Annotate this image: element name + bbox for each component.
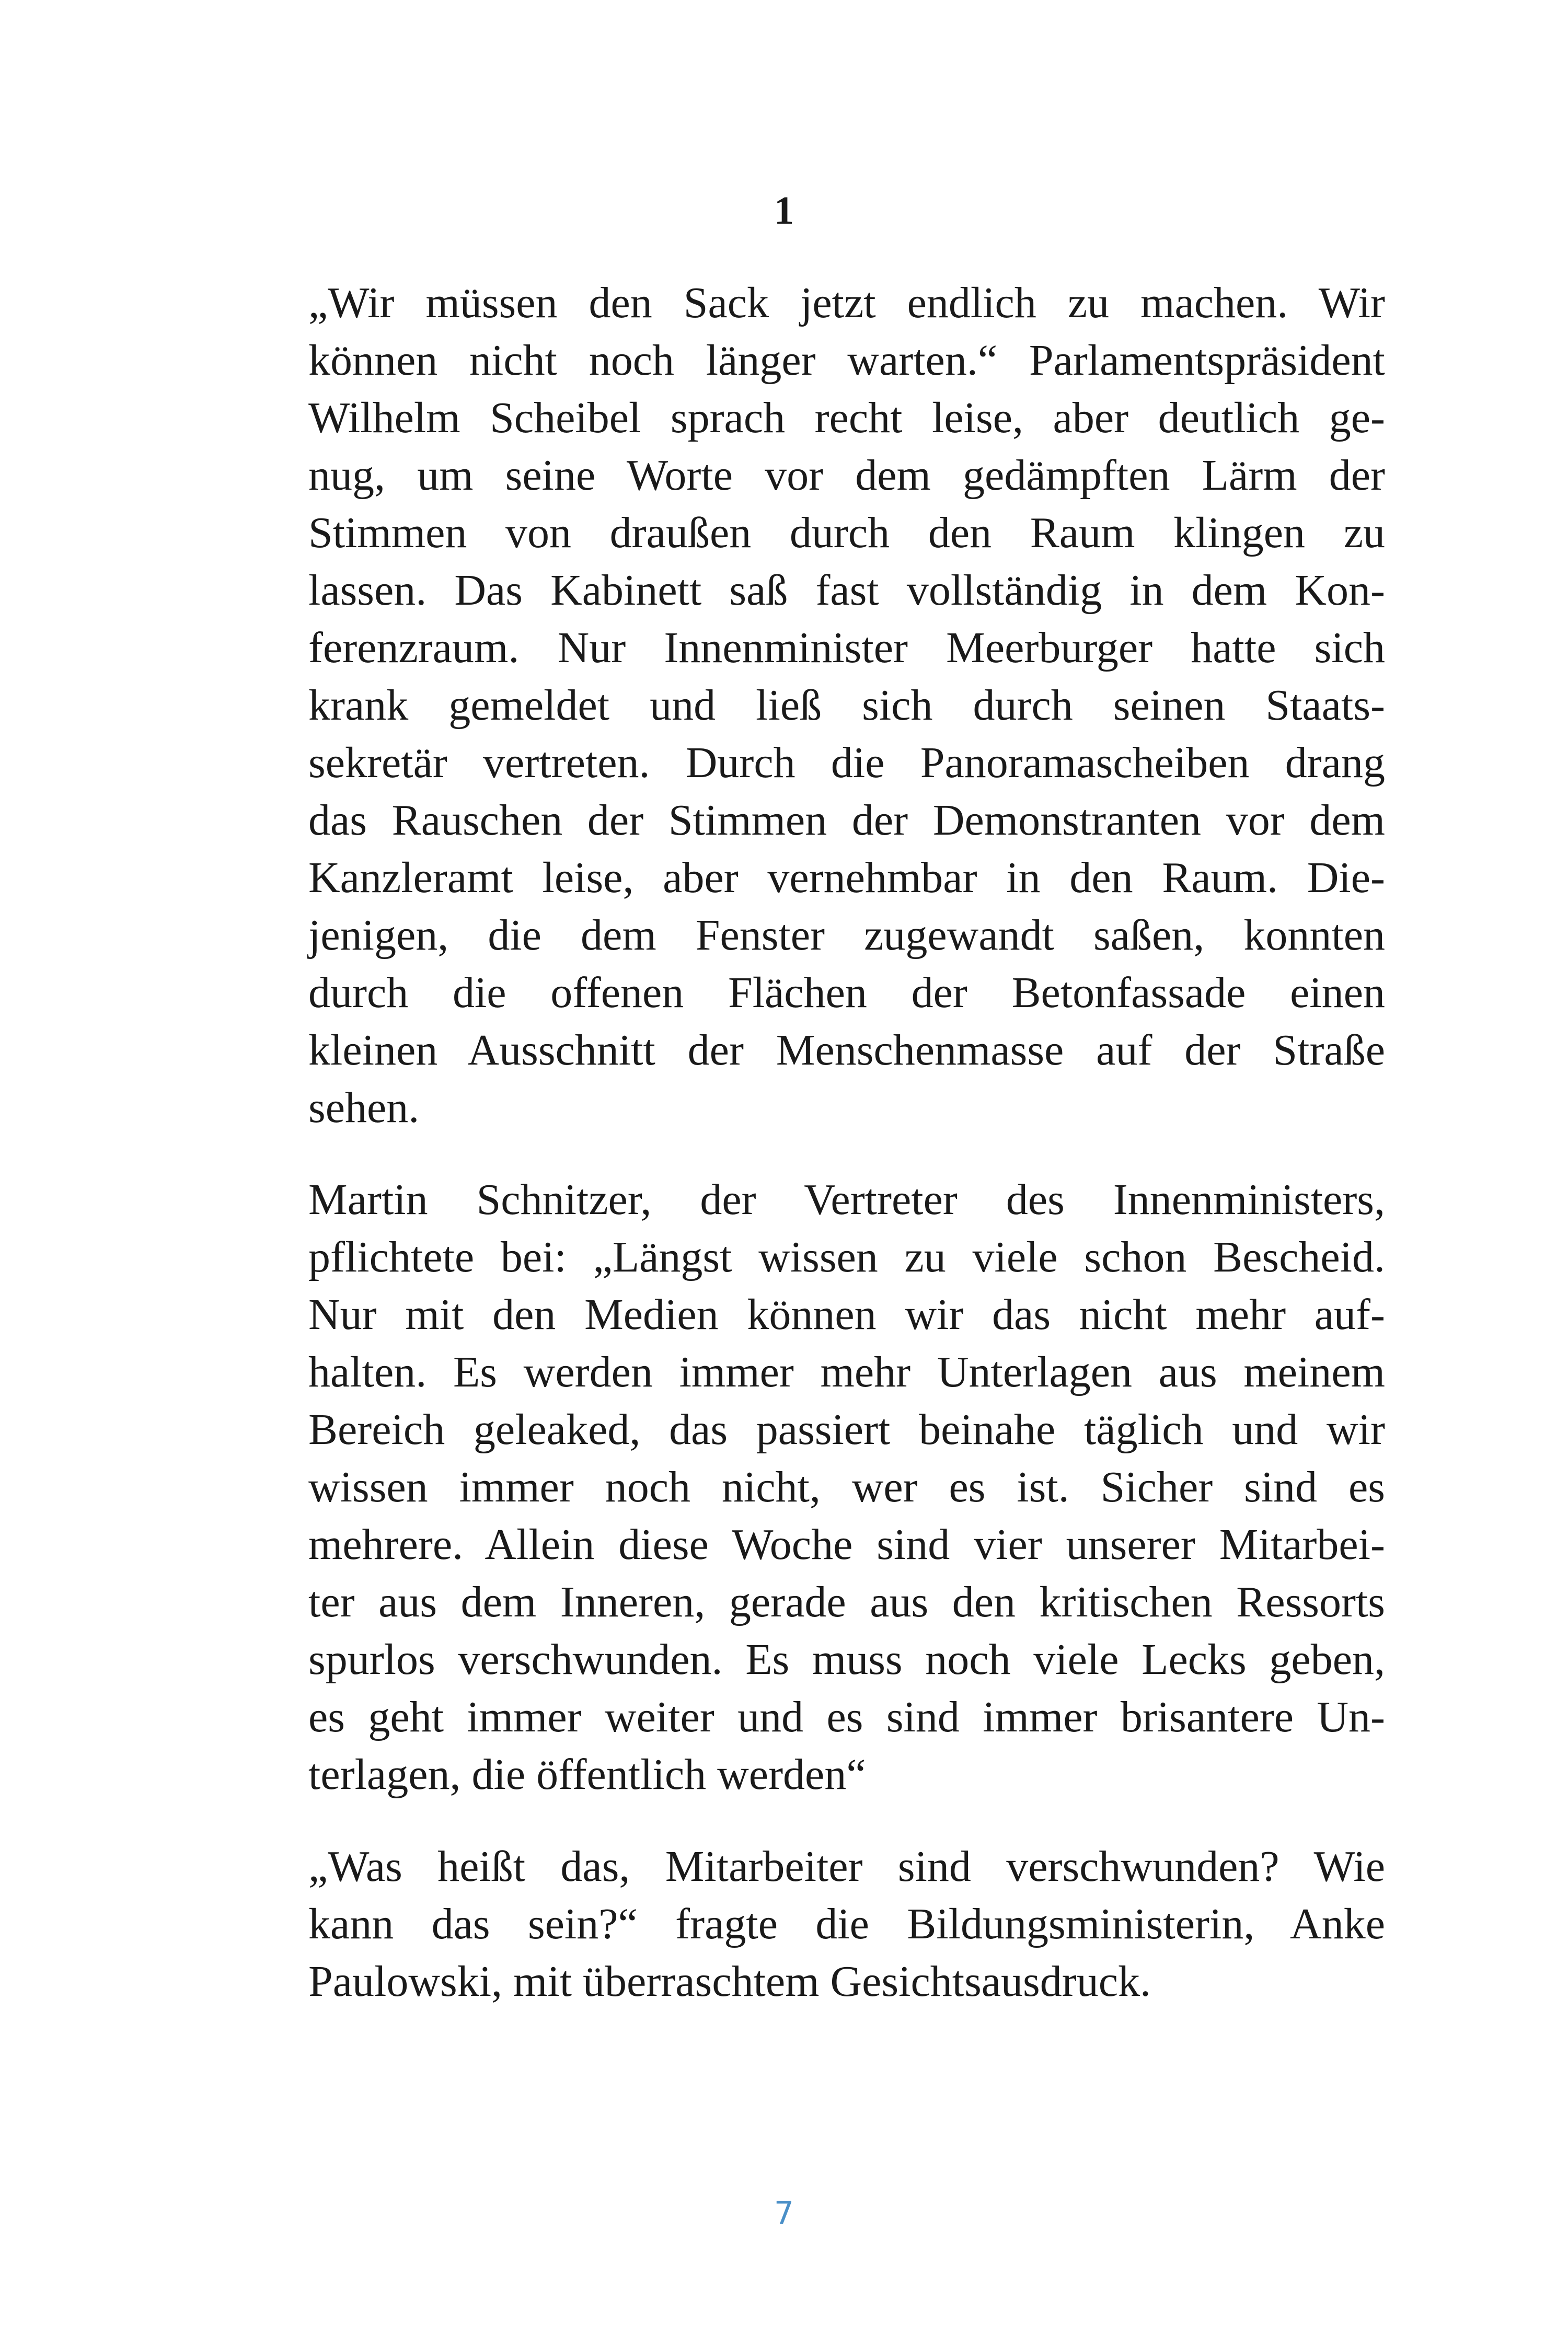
text-line: krank gemeldet und ließ sich durch seinen Staats- [308,681,1385,730]
chapter-body [308,274,1385,2045]
text-line: können nicht noch länger warten.“ Parlamentspräsident [308,336,1385,385]
text-line: Martin Schnitzer, der Vertreter des Innenministers, [308,1175,1385,1224]
text-line: terlagen, die öffentlich werden“ [308,1750,866,1799]
text-line: wissen immer noch nicht, wer es ist. Sicher sind es [308,1463,1385,1511]
text-line: spurlos verschwunden. Es muss noch viele Lecks geben, [308,1635,1385,1684]
text-line: Stimmen von draußen durch den Raum klingen zu [308,509,1385,557]
text-line: es geht immer weiter und es sind immer brisantere Un- [308,1693,1385,1741]
page-number: 7 [774,2195,794,2232]
paragraph-1 [308,274,1385,1137]
text-line: halten. Es werden immer mehr Unterlagen aus meinem [308,1348,1385,1396]
text-line: sekretär vertreten. Durch die Panoramascheiben drang [308,738,1385,787]
text-line: kann das sein?“ fragte die Bildungsministerin, Anke [308,1900,1385,1948]
chapter-number: 1 [774,189,794,233]
text-line: ter aus dem Inneren, gerade aus den kritischen Ressorts [308,1578,1385,1626]
paragraph-2 [308,1171,1385,1804]
text-line: „Was heißt das, Mitarbeiter sind verschwunden? Wie [308,1842,1385,1891]
text-line: „Wir müssen den Sack jetzt endlich zu machen. Wir [308,279,1385,327]
text-line: kleinen Ausschnitt der Menschenmasse auf der Straße [308,1026,1385,1074]
text-line: nug, um seine Worte vor dem gedämpften Lärm der [308,451,1385,500]
text-line: sehen. [308,1083,420,1132]
text-line: Paulowski, mit überraschtem Gesichtsausdruck. [308,1957,1151,2006]
text-line: pflichtete bei: „Längst wissen zu viele schon Bescheid. [308,1233,1385,1281]
paragraph-3 [308,1838,1385,2010]
text-line: Bereich geleaked, das passiert beinahe täglich und wir [308,1405,1385,1454]
text-line: Kanzleramt leise, aber vernehmbar in den Raum. Die- [308,853,1385,902]
text-line: mehrere. Allein diese Woche sind vier unserer Mitarbei- [308,1520,1385,1569]
text-line: das Rauschen der Stimmen der Demonstranten vor dem [308,796,1385,845]
text-line: lassen. Das Kabinett saß fast vollständig in dem Kon- [308,566,1385,615]
text-line: durch die offenen Flächen der Betonfassade einen [308,968,1385,1017]
text-line: ferenzraum. Nur Innenminister Meerburger hatte sich [308,623,1385,672]
text-line: Nur mit den Medien können wir das nicht mehr auf- [308,1290,1385,1339]
text-line: Wilhelm Scheibel sprach recht leise, aber deutlich ge- [308,394,1385,442]
text-line: jenigen, die dem Fenster zugewandt saßen, konnten [308,911,1385,960]
